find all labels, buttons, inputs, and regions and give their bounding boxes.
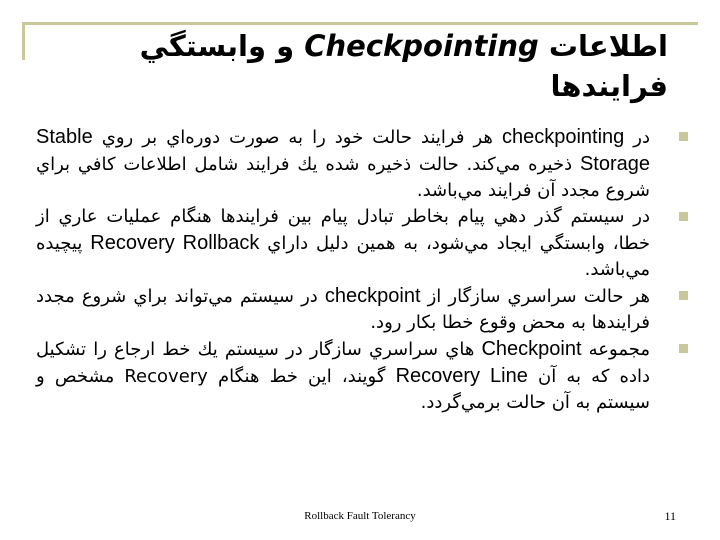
bullet-marker-icon bbox=[679, 132, 688, 141]
bullet-item bbox=[36, 204, 676, 283]
bullet-text: در سيستم گذر دهي پيام بخاطر تبادل پيام بين فرايندها هنگام عمليات عاري از خطا، وابستگي ايجاد مي‌شود، به همين دليل داراي bbox=[36, 206, 650, 254]
frame-top-rule bbox=[22, 22, 698, 25]
bullet-marker-icon bbox=[679, 344, 688, 353]
frame-left-rule bbox=[22, 22, 25, 60]
bullet-term: checkpointing bbox=[501, 126, 625, 148]
bullet-term: checkpoint bbox=[324, 285, 421, 307]
bullet-text: پيچيده مي‌باشد. bbox=[36, 233, 650, 280]
bullet-text: هر فرايند حالت خود را به صورت دوره‌اي بر روي bbox=[92, 127, 502, 148]
bullet-text: ذخيره مي‌كند. حالت ذخيره شده يك فرايند شامل اطلاعات كافي براي شروع مجدد آن فرايند مي‌باشد. bbox=[36, 154, 650, 201]
slide-title bbox=[48, 26, 668, 106]
bullet-text: در سيستم مي‌تواند براي شروع مجدد فرايندها به محض وقوع خطا بكار رود. bbox=[36, 286, 650, 333]
bullet-marker-icon bbox=[679, 212, 688, 221]
bullet-term: Recovery Line bbox=[395, 365, 528, 387]
bullet-term: Stable Storage bbox=[36, 126, 650, 175]
title-latin: Checkpointing bbox=[304, 29, 539, 63]
bullet-item bbox=[36, 283, 676, 336]
bullet-text: گويند، اين خط هنگام Recovery مشخص و سيستم به آن حالت برمي‌گردد. bbox=[36, 366, 650, 413]
footer-title: Rollback Fault Tolerancy bbox=[304, 510, 416, 522]
bullet-text: مجموعه bbox=[581, 339, 651, 360]
bullet-term: Rollback bbox=[182, 232, 260, 254]
title-part-1: اطلاعات bbox=[538, 29, 668, 63]
page-number: 11 bbox=[664, 509, 676, 523]
bullet-text: هر حالت سراسري سازگار از bbox=[420, 286, 651, 307]
bullet-item bbox=[36, 124, 676, 204]
bullet-text bbox=[175, 233, 183, 254]
bullet-marker-icon bbox=[679, 291, 688, 300]
bullet-text: هاي سراسري سازگار در سيستم يك خط ارجاع را تشكيل داده كه به آن bbox=[36, 339, 650, 387]
bullet-term: Recovery bbox=[90, 232, 175, 254]
bullet-item bbox=[36, 336, 676, 416]
title-part-2: و وابستگي فرايندها bbox=[139, 29, 668, 103]
bullet-list bbox=[36, 124, 676, 416]
bullet-text: در bbox=[624, 127, 650, 148]
bullet-term: Checkpoint bbox=[481, 338, 582, 360]
